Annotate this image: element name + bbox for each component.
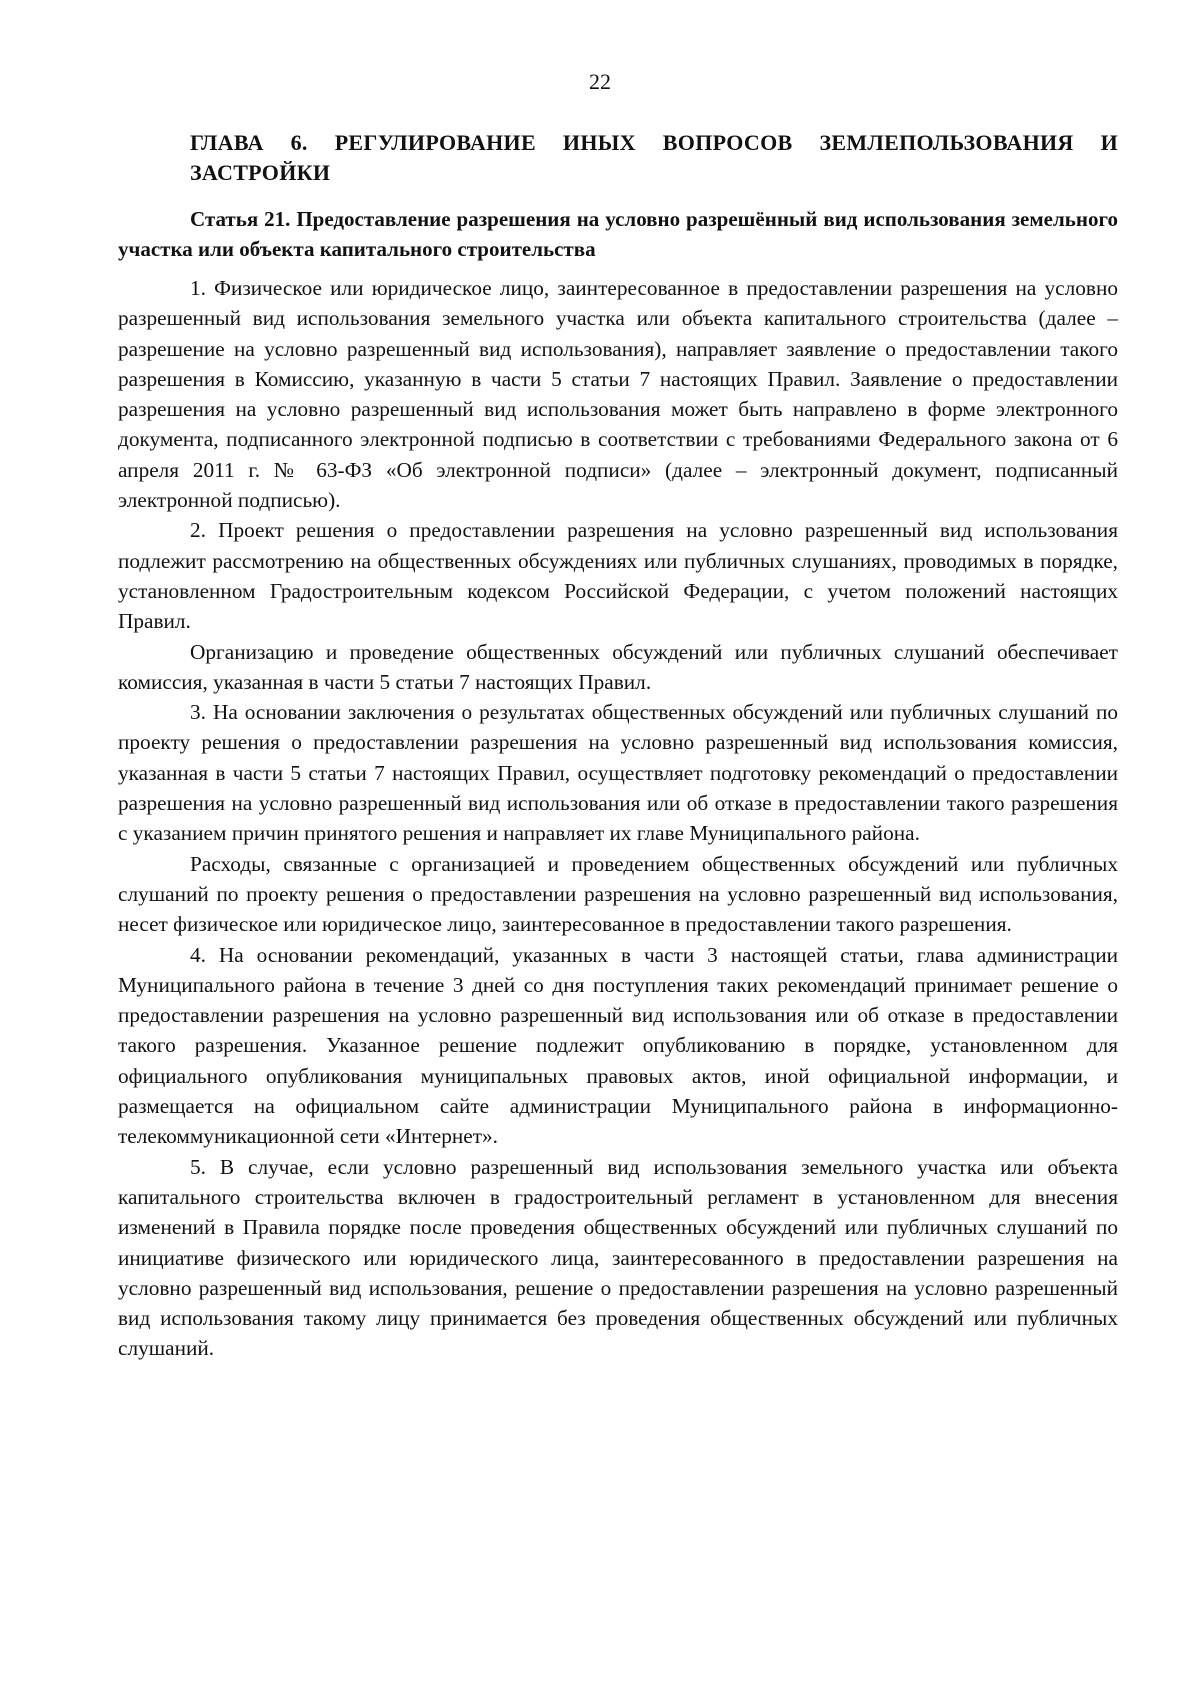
chapter-title: ГЛАВА 6. РЕГУЛИРОВАНИЕ ИНЫХ ВОПРОСОВ ЗЕМЛЕПОЛЬЗОВАНИЯ И ЗАСТРОЙКИ <box>190 130 1118 185</box>
paragraph-1: 1. Физическое или юридическое лицо, заинтересованное в предоставлении разрешения на условно разрешенный вид использования земельного участка или объекта капитального строительства (далее – разрешение на условно разрешенный вид использования), направляет заявление о предоставлении такого разрешения в Комиссию, указанную в части 5 статьи 7 настоящих Правил. Заявление о предоставлении разрешения на условно разрешенный вид использования может быть направлено в форме электронного документа, подписанного электронной подписью в соответствии с требованиями Федерального закона от 6 апреля 2011 г. № 63-ФЗ «Об электронной подписи» (далее – электронный документ, подписанный электронной подписью). <box>118 276 1118 513</box>
article-title: Статья 21. Предоставление разрешения на условно разрешённый вид использования земельного участка или объекта капитального строительства <box>118 207 1118 261</box>
page-number: 22 <box>589 69 611 94</box>
paragraph-3: 3. На основании заключения о результатах общественных обсуждений или публичных слушаний по проекту решения о предоставлении разрешения на условно разрешенный вид использования комиссия, указанная в части 5 статьи 7 настоящих Правил, осуществляет подготовку рекомендаций о предоставлении разрешения на условно разрешенный вид использования или об отказе в предоставлении такого разрешения с указанием причин принятого решения и направляет их главе Муниципального района. <box>118 700 1118 846</box>
paragraph-3-continuation: Расходы, связанные с организацией и проведением общественных обсуждений или публичных слушаний по проекту решения о предоставлении разрешения на условно разрешенный вид использования, несет физическое или юридическое лицо, заинтересованное в предоставлении такого разрешения. <box>118 851 1118 937</box>
paragraph-5: 5. В случае, если условно разрешенный вид использования земельного участка или объекта капитального строительства включен в градостроительный регламент в установленном для внесения изменений в Правила порядке после проведения общественных обсуждений или публичных слушаний по инициативе физического или юридического лица, заинтересованного в предоставлении разрешения на условно разрешенный вид использования, решение о предоставлении разрешения на условно разрешенный вид использования такому лицу принимается без проведения общественных обсуждений или публичных слушаний. <box>118 1154 1118 1361</box>
paragraph-4: 4. На основании рекомендаций, указанных в части 3 настоящей статьи, глава администрации Муниципального района в течение 3 дней со дня поступления таких рекомендаций принимает решение о предоставлении разрешения на условно разрешенный вид использования или об отказе в предоставлении такого разрешения. Указанное решение подлежит опубликованию в порядке, установленном для официального опубликования муниципальных правовых актов, иной официальной информации, и размещается на официальном сайте администрации Муниципального района в информационно-телекоммуникационной сети «Интернет». <box>118 942 1118 1149</box>
document-body <box>118 128 1118 1364</box>
paragraph-2-continuation: Организацию и проведение общественных обсуждений или публичных слушаний обеспечивает комиссия, указанная в части 5 статьи 7 настоящих Правил. <box>118 639 1118 694</box>
paragraph-2: 2. Проект решения о предоставлении разрешения на условно разрешенный вид использования подлежит рассмотрению на общественных обсуждениях или публичных слушаниях, проводимых в порядке, установленном Градостроительным кодексом Российской Федерации, с учетом положений настоящих Правил. <box>118 518 1118 634</box>
